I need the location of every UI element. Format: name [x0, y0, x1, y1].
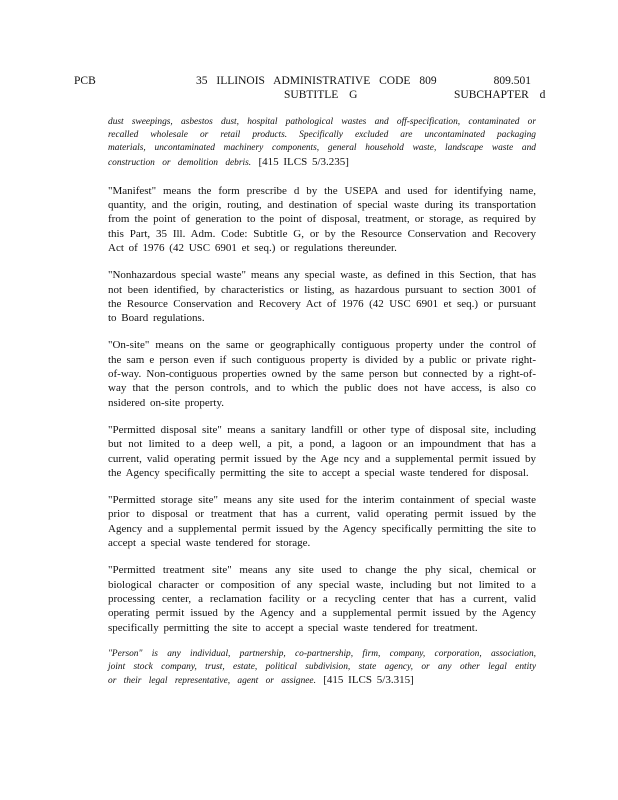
definition-paragraph-person — [108, 648, 536, 689]
definition-paragraph-on-site — [108, 338, 536, 409]
header-subchapter: SUBCHAPTER d — [454, 89, 546, 101]
statute-citation: [415 ILCS 5/3.315] — [323, 674, 414, 687]
definition-text: dust sweepings, asbestos dust, hospital pathological wastes and off-specification, contaminated or recalled wholesale or retail products. Specifically excluded are uncontaminated packaging materials, uncontaminated machinery components, general household waste, landscape waste and construction or demolition debris. — [108, 117, 536, 168]
definition-text: "Manifest" means the form prescribe d by the USEPA and used for identifying name, quantity, and the origin, routing, and destination of special waste during its transportation from the point of generation to the point of disposal, treatment, or storage, as required by this Part, 35 Ill. Adm. Code: Subtitle G, or by the Resource Conservation and Recovery Act of 1976 (42 USC 6901 et seq.) or regulations thereunder. — [108, 184, 536, 254]
definition-paragraph-special-waste-continued — [108, 116, 536, 170]
definitions-body — [108, 116, 536, 701]
definition-text: "On-site" means on the same or geographically contiguous property under the control of the sam e person even if such contiguous property is divided by a public or private right-of-way. Non-contiguous properties owned by the same person but connected by a right-of-way that the person controls, and to which the public does not have access, is also co nsidered on-site property. — [108, 339, 536, 409]
definition-text: "Permitted treatment site" means any site used to change the phy sical, chemical or biological character or composition of any special waste, including but not limited to a processing center, a reclamation facility or a recycling center that has a current, valid operating permit issued by the Agency and a supplemental permit issued by the Agency specifically permitting the site to accept a special waste tendered for treatment. — [108, 564, 536, 634]
header-title: 35 ILLINOIS ADMINISTRATIVE CODE 809 — [196, 75, 437, 87]
definition-paragraph-manifest — [108, 184, 536, 255]
definition-text: "Permitted disposal site" means a sanitary landfill or other type of disposal site, including but not limited to a deep well, a pit, a pond, a lagoon or an impoundment that has a current, valid operating permit issued by the Age ncy and a supplemental permit issued by the Agency specifically permitting the site to accept a special waste tendered for disposal. — [108, 423, 536, 479]
definition-paragraph-permitted-storage-site — [108, 493, 536, 550]
definition-paragraph-permitted-treatment-site — [108, 563, 536, 634]
header-subtitle: SUBTITLE G — [284, 89, 358, 101]
definition-paragraph-permitted-disposal-site — [108, 423, 536, 480]
header-section-number: 809.501 — [493, 75, 531, 87]
definition-paragraph-nonhazardous-special-waste — [108, 268, 536, 325]
definition-text: "Person" is any individual, partnership, co-partnership, firm, company, corporation, association, joint stock company, trust, estate, political subdivision, state agency, or any other legal entity or their legal representative, agent or assignee. — [108, 648, 536, 687]
statute-citation: [415 ILCS 5/3.235] — [258, 155, 349, 168]
definition-text: "Permitted storage site" means any site used for the interim containment of special waste prior to disposal or treatment that has a current, valid operating permit issued by the Agency and a supplemental permit issued by the Agency specifically permitting the site to accept a special waste tendered for storage. — [108, 494, 536, 550]
definition-text: "Nonhazardous special waste" means any special waste, as defined in this Section, that has not been identified, by characteristics or listing, as hazardous pursuant to section 3001 of the Resource Conservation and Recovery Act of 1976 (42 USC 6901 et seq.) or pursuant to Board regulations. — [108, 269, 536, 325]
header-source: PCB — [74, 75, 96, 87]
